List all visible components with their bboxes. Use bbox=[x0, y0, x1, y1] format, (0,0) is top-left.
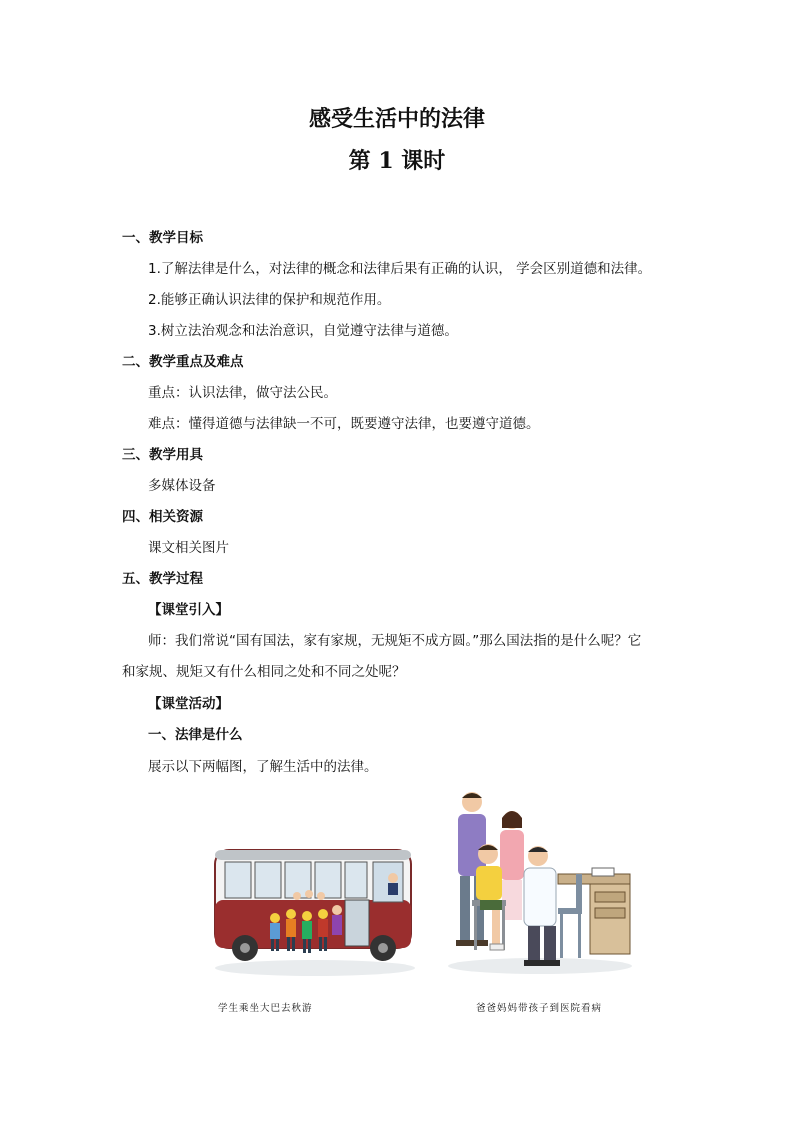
doc-subtitle: 第 1 课时 bbox=[348, 148, 446, 174]
clinic-caption: 爸爸妈妈带孩子到医院看病 bbox=[476, 1003, 603, 1014]
tools-text: 多媒体设备 bbox=[148, 478, 216, 494]
intro-line-1: 师：我们常说“国有国法，家有家规，无规矩不成方圆。”那么国法指的是什么呢？它 bbox=[148, 633, 642, 649]
doc-title: 感受生活中的法律 bbox=[308, 106, 485, 132]
section-heading-resources: 四、相关资源 bbox=[122, 509, 203, 525]
section-heading-tools: 三、教学用具 bbox=[122, 447, 203, 463]
bus-caption: 学生乘坐大巴去秋游 bbox=[218, 1003, 313, 1014]
goal-item-2: 2.能够正确认识法律的保护和规范作用。 bbox=[148, 292, 391, 308]
activity-tag: 【课堂活动】 bbox=[148, 696, 229, 712]
intro-tag: 【课堂引入】 bbox=[148, 602, 229, 618]
bus-illustration bbox=[205, 840, 420, 980]
activity-subheading: 一、法律是什么 bbox=[148, 727, 243, 743]
clinic-illustration bbox=[440, 788, 635, 978]
section-heading-process: 五、教学过程 bbox=[122, 571, 203, 587]
section-heading-goals: 一、教学目标 bbox=[122, 230, 203, 246]
resources-text: 课文相关图片 bbox=[148, 540, 229, 556]
goal-item-1: 1.了解法律是什么，对法律的概念和法律后果有正确的认识， 学会区别道德和法律。 bbox=[148, 261, 652, 277]
key-point: 重点：认识法律，做守法公民。 bbox=[148, 385, 337, 401]
section-heading-key-points: 二、教学重点及难点 bbox=[122, 354, 244, 370]
bus-drawing bbox=[205, 840, 420, 980]
clinic-drawing bbox=[440, 788, 635, 978]
goal-item-3: 3.树立法治观念和法治意识，自觉遵守法律与道德。 bbox=[148, 323, 458, 339]
activity-text: 展示以下两幅图，了解生活中的法律。 bbox=[148, 759, 378, 775]
intro-line-2: 和家规、规矩又有什么相同之处和不同之处呢？ bbox=[122, 664, 406, 680]
difficult-point: 难点：懂得道德与法律缺一不可，既要遵守法律，也要遵守道德。 bbox=[148, 416, 540, 432]
